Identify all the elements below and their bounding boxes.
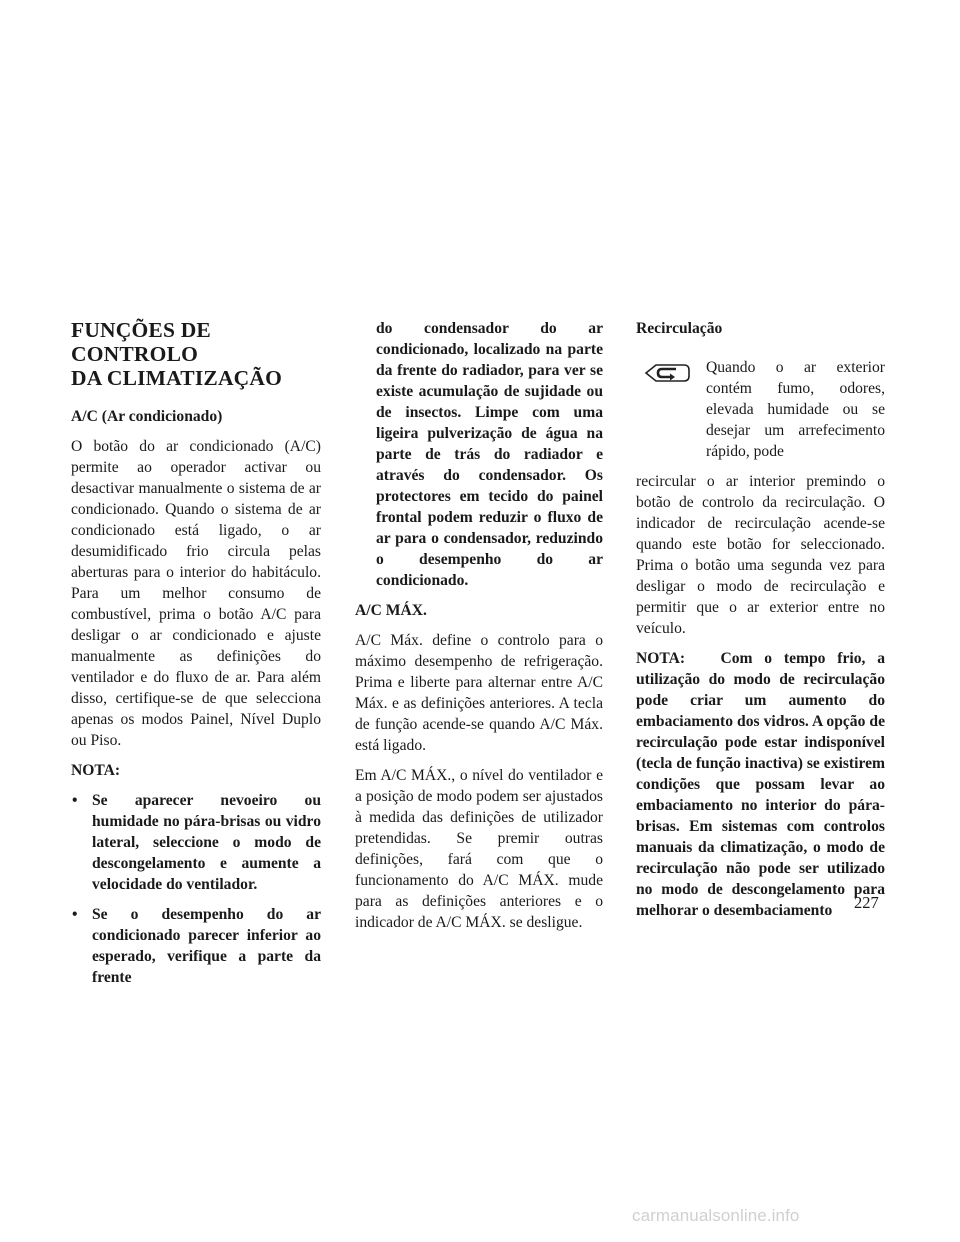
ac-max-paragraph-2: Em A/C MÁX., o nível do ventilador e a posição de modo podem ser ajustados à medida das definições de utilizador pretendidas. Se premir outras definições, fará com que o funcionamento do A/C MÁX. mude para as definições anteriores e o indicador de A/C MÁX. se desligue.	[355, 767, 603, 931]
bullet-continuation: do condensador do ar condicionado, localizado na parte da frente do radiador, para ver se existe acumulação de sujidade ou de insectos. Limpe com uma ligeira pulverização de água na parte de trás do radiador e através do condensador. Os protectores em tecido do painel frontal podem reduzir o fluxo de ar para o condensador, reduzindo o desempenho do ar condicionado.	[376, 320, 603, 589]
recirculation-note-label: NOTA:	[636, 650, 686, 667]
ac-subheading: A/C (Ar condicionado)	[71, 408, 223, 425]
bullet-icon: •	[72, 906, 78, 923]
list-item-text: Se o desempenho do ar condicionado parecer inferior ao esperado, verifique a parte da frente	[92, 906, 321, 986]
section-heading-line-2: DA CLIMATIZAÇÃO	[71, 366, 283, 390]
recirculation-note	[636, 648, 885, 921]
ac-max-subheading: A/C MÁX.	[355, 602, 427, 619]
page-number: 227	[854, 893, 879, 912]
ac-note-list	[71, 790, 321, 988]
section-heading-line-1: FUNÇÕES DE CONTROLO	[71, 318, 211, 366]
ac-note-label: NOTA:	[71, 762, 121, 779]
list-item	[71, 904, 321, 988]
ac-max-paragraph-1: A/C Máx. define o controlo para o máximo desempenho de refrigeração. Prima e liberte para alternar entre A/C Máx. e as definições anteriores. A tecla de função acende-se quando A/C Máx. está ligado.	[355, 632, 603, 754]
recirculation-body: recircular o ar interior premindo o botão de controlo da recirculação. O indicador de recirculação acende-se quando este botão for seleccionado. Prima o botão uma segunda vez para desligar o modo de recirculação e permitir que o ar exterior entre no veículo.	[636, 473, 885, 637]
column-1	[71, 318, 321, 997]
bullet-icon: •	[72, 792, 78, 809]
list-item-text: Se aparecer nevoeiro ou humidade no pára-brisas ou vidro lateral, seleccione o modo de descongelamento e aumente a velocidade do ventilador.	[92, 792, 321, 893]
ac-body: O botão do ar condicionado (A/C) permite ao operador activar ou desactivar manualmente o sistema de ar condicionado. Quando o sistema de ar condicionado está ligado, o ar desumidificado frio circula pelas aberturas para o interior do habitáculo. Para um melhor consumo de combustível, prima o botão A/C para desligar o ar condicionado e ajuste manualmente as definições do ventilador e do fluxo de ar. Para além disso, certifique-se de que selecciona apenas os modos Painel, Nível Duplo ou Piso.	[71, 438, 321, 749]
section-heading	[71, 318, 321, 390]
recirculation-intro: Quando o ar exterior contém fumo, odores, elevada humidade ou se desejar um arrefecimento rápido, pode	[706, 359, 885, 460]
recirculation-subheading: Recirculação	[636, 320, 723, 337]
recirculation-icon	[642, 361, 692, 385]
list-item	[71, 790, 321, 895]
column-2	[355, 318, 603, 942]
column-3	[636, 318, 885, 930]
recirculation-intro-block	[636, 357, 885, 462]
recirculation-note-body: Com o tempo frio, a utilização do modo de recirculação pode criar um aumento do embaciamento dos vidros. A opção de recirculação pode estar indisponível (tecla de função inactiva) se existirem condições que possam levar ao embaciamento no interior do pára-brisas. Em sistemas com controlos manuais da climatização, o modo de recirculação não pode ser utilizado no modo de descongelamento para melhorar o desembaciamento	[636, 650, 885, 919]
watermark: carmanualsonline.info	[632, 1206, 800, 1225]
